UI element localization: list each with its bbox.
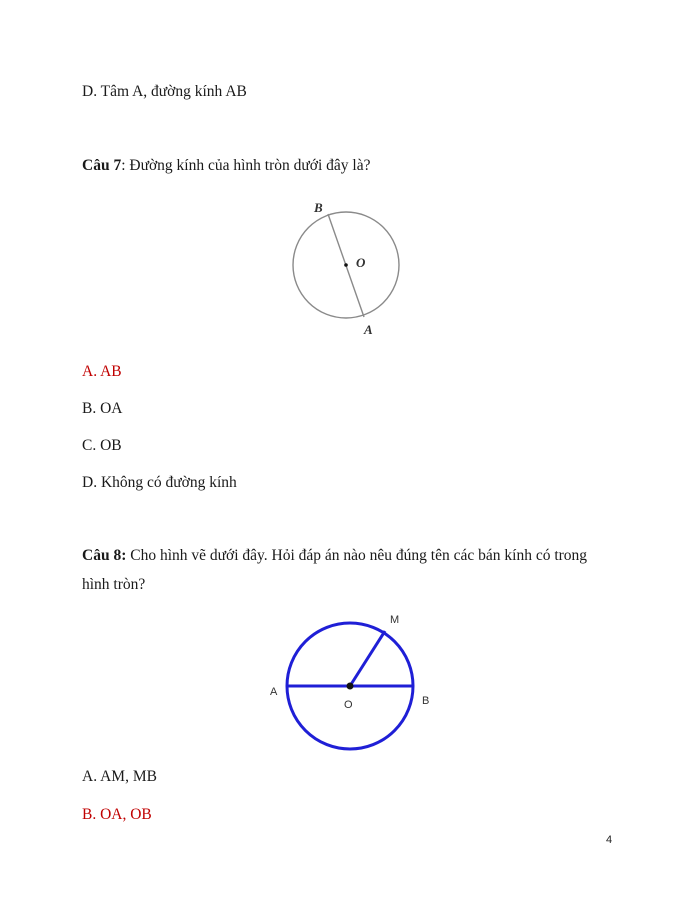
figure-circle-q8 xyxy=(262,606,442,758)
label-o-q7: O xyxy=(356,255,366,270)
page-number: 4 xyxy=(606,834,613,846)
center-point-o-q8 xyxy=(347,683,354,690)
q8-option-b: B. OA, OB xyxy=(82,806,152,823)
question-8 xyxy=(82,546,587,566)
question-7 xyxy=(82,156,371,176)
question-7-label: Câu 7 xyxy=(82,157,122,174)
q7-option-a: A. AB xyxy=(82,363,122,380)
center-point-o xyxy=(344,263,348,267)
label-o-q8: O xyxy=(344,699,353,711)
question-8-label: Câu 8: xyxy=(82,547,127,564)
label-b-q8: B xyxy=(422,695,430,707)
figure-circle-q7 xyxy=(280,195,420,345)
question-8-text-line2: hình tròn? xyxy=(82,576,146,593)
label-a-q7: A xyxy=(364,322,373,337)
q8-option-a: A. AM, MB xyxy=(82,768,157,785)
label-a-q8: A xyxy=(270,686,278,698)
q7-option-b: B. OA xyxy=(82,400,123,417)
q7-option-d: D. Không có đường kính xyxy=(82,474,237,491)
question-7-text: : Đường kính của hình tròn dưới đây là? xyxy=(121,157,371,174)
question-8-text-line1: Cho hình vẽ dưới đây. Hỏi đáp án nào nêu đúng tên các bán kính có trong xyxy=(126,547,588,564)
prev-option-d: D. Tâm A, đường kính AB xyxy=(82,83,247,100)
radius-om-line xyxy=(350,631,385,686)
label-m-q8: M xyxy=(390,614,400,626)
label-b-q7: B xyxy=(314,200,323,215)
q7-option-c: C. OB xyxy=(82,437,122,454)
